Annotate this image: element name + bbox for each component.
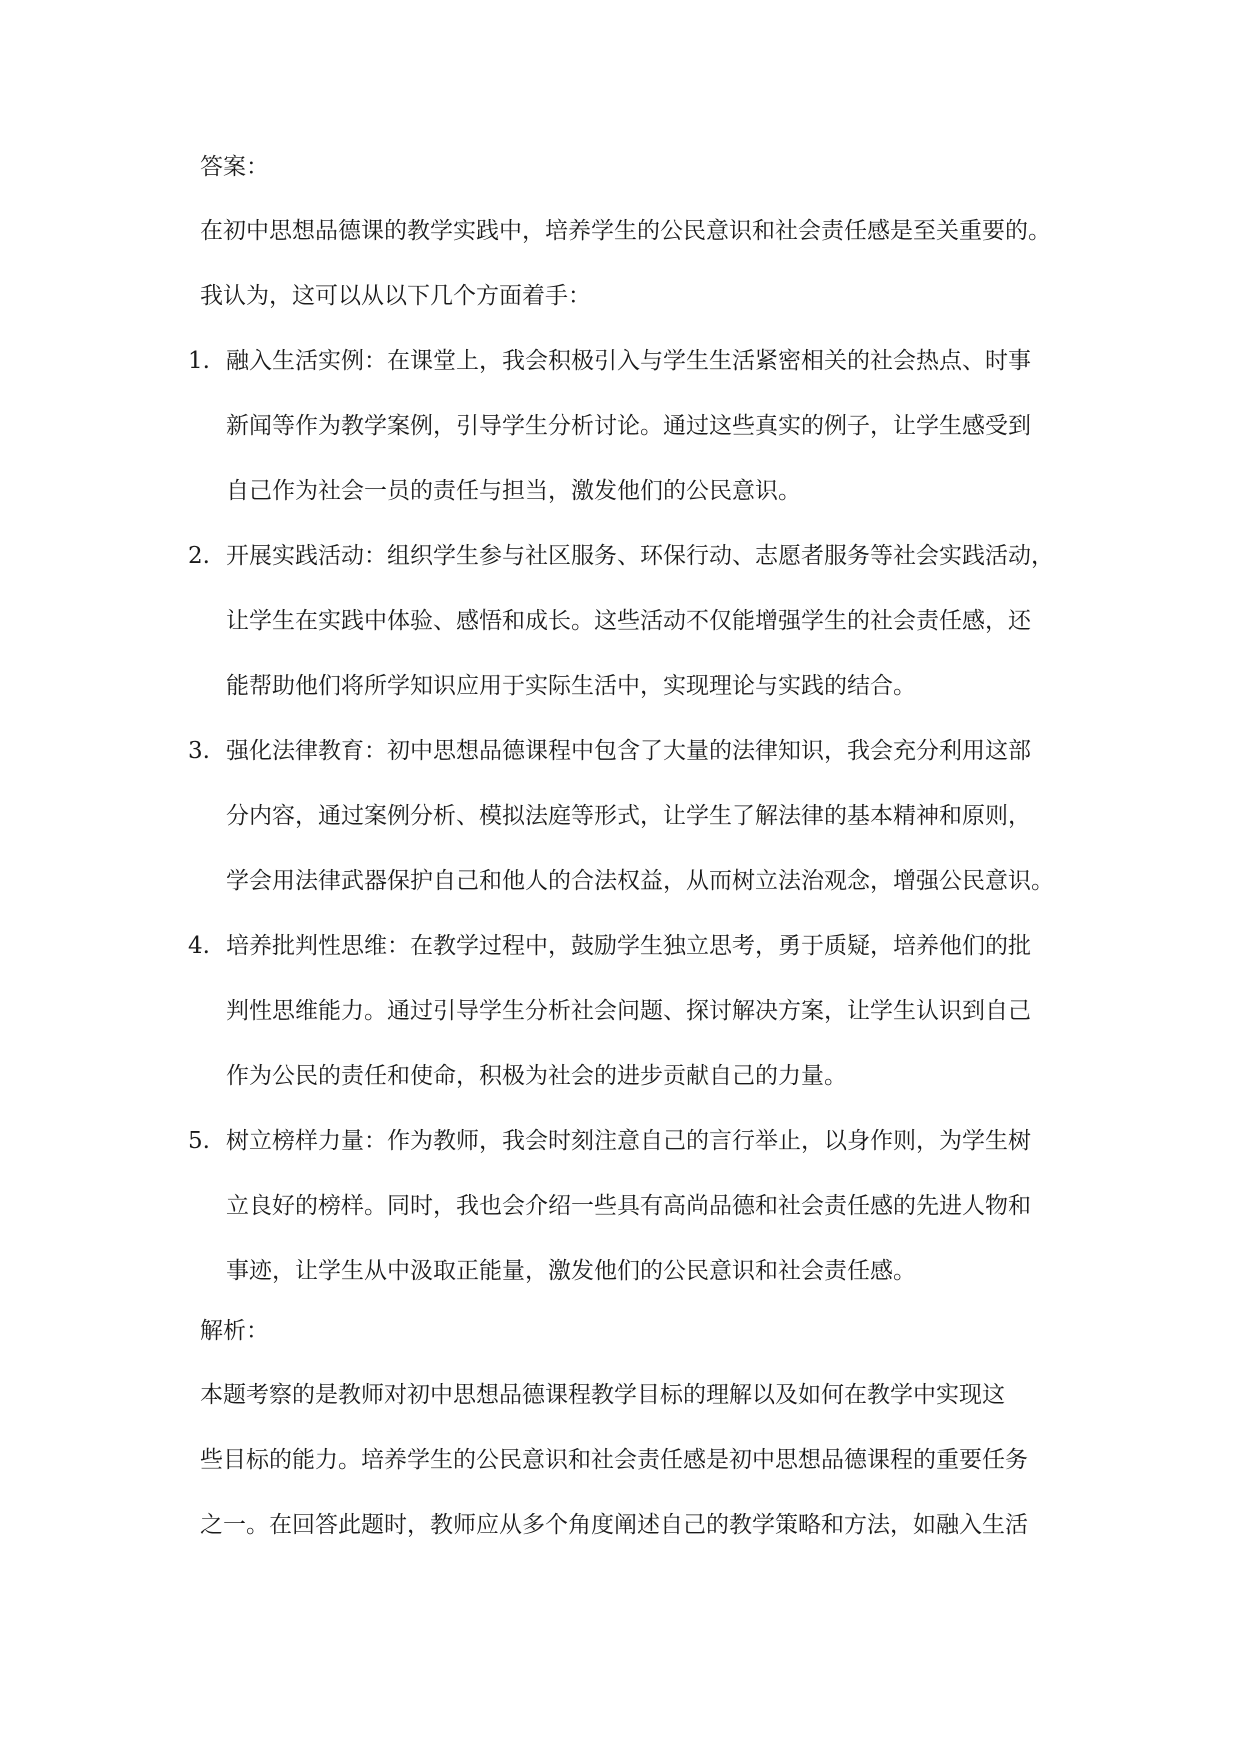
list-item-line: 新闻等作为教学案例，引导学生分析讨论。通过这些真实的例子，让学生感受到	[226, 413, 1031, 439]
analysis-line: 些目标的能力。培养学生的公民意识和社会责任感是初中思想品德课程的重要任务	[200, 1447, 1028, 1473]
list-item-number: 5.	[188, 1128, 210, 1154]
list-item-line: 作为公民的责任和使命，积极为社会的进步贡献自己的力量。	[226, 1063, 847, 1089]
list-item-line: 树立榜样力量：作为教师，我会时刻注意自己的言行举止，以身作则，为学生树	[226, 1128, 1031, 1154]
list-item-line: 立良好的榜样。同时，我也会介绍一些具有高尚品德和社会责任感的先进人物和	[226, 1193, 1031, 1219]
list-item-line: 学会用法律武器保护自己和他人的合法权益，从而树立法治观念，增强公民意识。	[226, 868, 1054, 894]
list-item-line: 自己作为社会一员的责任与担当，激发他们的公民意识。	[226, 478, 801, 504]
list-item-line: 融入生活实例：在课堂上，我会积极引入与学生生活紧密相关的社会热点、时事	[226, 348, 1031, 374]
intro-line-1: 在初中思想品德课的教学实践中，培养学生的公民意识和社会责任感是至关重要的。	[200, 218, 1051, 244]
analysis-line: 之一。在回答此题时，教师应从多个角度阐述自己的教学策略和方法，如融入生活	[200, 1512, 1028, 1538]
list-item-line: 开展实践活动：组织学生参与社区服务、环保行动、志愿者服务等社会实践活动，	[226, 543, 1054, 569]
list-item-line: 培养批判性思维：在教学过程中，鼓励学生独立思考，勇于质疑，培养他们的批	[226, 933, 1031, 959]
analysis-heading: 解析：	[200, 1318, 269, 1344]
list-item-line: 能帮助他们将所学知识应用于实际生活中，实现理论与实践的结合。	[226, 673, 916, 699]
analysis-line: 本题考察的是教师对初中思想品德课程教学目标的理解以及如何在教学中实现这	[200, 1382, 1005, 1408]
list-item-number: 2.	[188, 543, 210, 569]
list-item-number: 3.	[188, 738, 210, 764]
intro-line-2: 我认为，这可以从以下几个方面着手：	[200, 283, 591, 309]
list-item-line: 分内容，通过案例分析、模拟法庭等形式，让学生了解法律的基本精神和原则，	[226, 803, 1031, 829]
list-item-number: 1.	[188, 348, 210, 374]
answer-heading: 答案：	[200, 154, 269, 180]
list-item-line: 让学生在实践中体验、感悟和成长。这些活动不仅能增强学生的社会责任感，还	[226, 608, 1031, 634]
list-item-line: 强化法律教育：初中思想品德课程中包含了大量的法律知识，我会充分利用这部	[226, 738, 1031, 764]
list-item-line: 判性思维能力。通过引导学生分析社会问题、探讨解决方案，让学生认识到自己	[226, 998, 1031, 1024]
list-item-number: 4.	[188, 933, 210, 959]
list-item-line: 事迹，让学生从中汲取正能量，激发他们的公民意识和社会责任感。	[226, 1258, 916, 1284]
